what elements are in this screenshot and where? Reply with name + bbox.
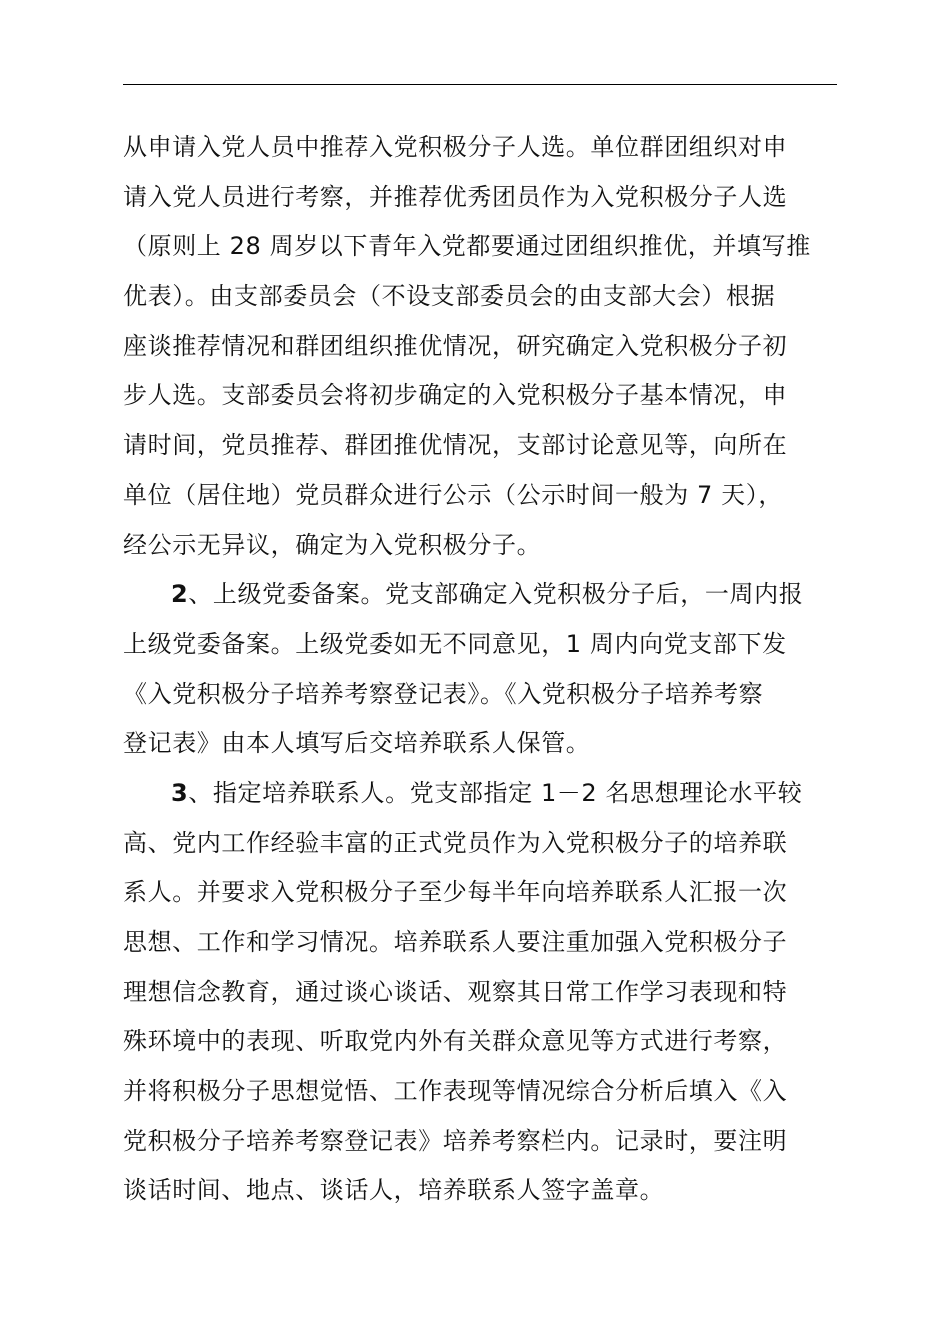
item-number: 2	[171, 580, 189, 609]
text-span: 、上级党委备案。党支部确定入党积极分子后，一周内报	[188, 580, 804, 609]
text-span: 、指定培养联系人。党支部指定 1－2 名思想理论水平较	[188, 778, 803, 807]
text-line: 请时间，党员推荐、群团推优情况，支部讨论意见等，向所在	[123, 431, 788, 460]
paragraph-first-line	[123, 570, 841, 620]
text-line: 优表）。由支部委员会（不设支部委员会的由支部大会）根据	[123, 282, 776, 311]
text-line: 理想信念教育，通过谈心谈话、观察其日常工作学习表现和特	[123, 977, 788, 1006]
paragraph-3	[123, 769, 841, 1216]
text-line: 党积极分子培养考察登记表》培养考察栏内。记录时，要注明	[123, 1126, 788, 1155]
text-line: 经公示无异议，确定为入党积极分子。	[123, 530, 542, 559]
text-line: 殊环境中的表现、听取党内外有关群众意见等方式进行考察，	[123, 1027, 788, 1056]
paragraph-2	[123, 570, 841, 769]
text-line: 系人。并要求入党积极分子至少每半年向培养联系人汇报一次	[123, 878, 788, 907]
text-line: 《入党积极分子培养考察登记表》。《入党积极分子培养考察	[123, 679, 764, 708]
text-line: 并将积极分子思想觉悟、工作表现等情况综合分析后填入《入	[123, 1077, 788, 1106]
text-line: 座谈推荐情况和群团组织推优情况，研究确定入党积极分子初	[123, 331, 788, 360]
text-line: 步人选。支部委员会将初步确定的入党积极分子基本情况，申	[123, 381, 788, 410]
paragraph-1	[123, 123, 841, 570]
text-line: 上级党委备案。上级党委如无不同意见，1 周内向党支部下发	[123, 629, 787, 658]
item-number: 3	[171, 778, 189, 807]
text-line: 单位（居住地）党员群众进行公示（公示时间一般为 7 天），	[123, 480, 783, 509]
text-line: 登记表》由本人填写后交培养联系人保管。	[123, 729, 591, 758]
text-line: 谈话时间、地点、谈话人，培养联系人签字盖章。	[123, 1176, 665, 1205]
document-body	[123, 123, 841, 1216]
header-rule	[123, 84, 837, 85]
text-line: （原则上 28 周岁以下青年入党都要通过团组织推优，并填写推	[123, 232, 811, 261]
text-line: 从申请入党人员中推荐入党积极分子人选。单位群团组织对申	[123, 133, 788, 161]
paragraph-first-line	[123, 769, 841, 819]
text-line: 思想、工作和学习情况。培养联系人要注重加强入党积极分子	[123, 928, 788, 956]
text-line: 高、党内工作经验丰富的正式党员作为入党积极分子的培养联	[123, 828, 788, 857]
text-line: 请入党人员进行考察，并推荐优秀团员作为入党积极分子人选	[123, 182, 788, 211]
